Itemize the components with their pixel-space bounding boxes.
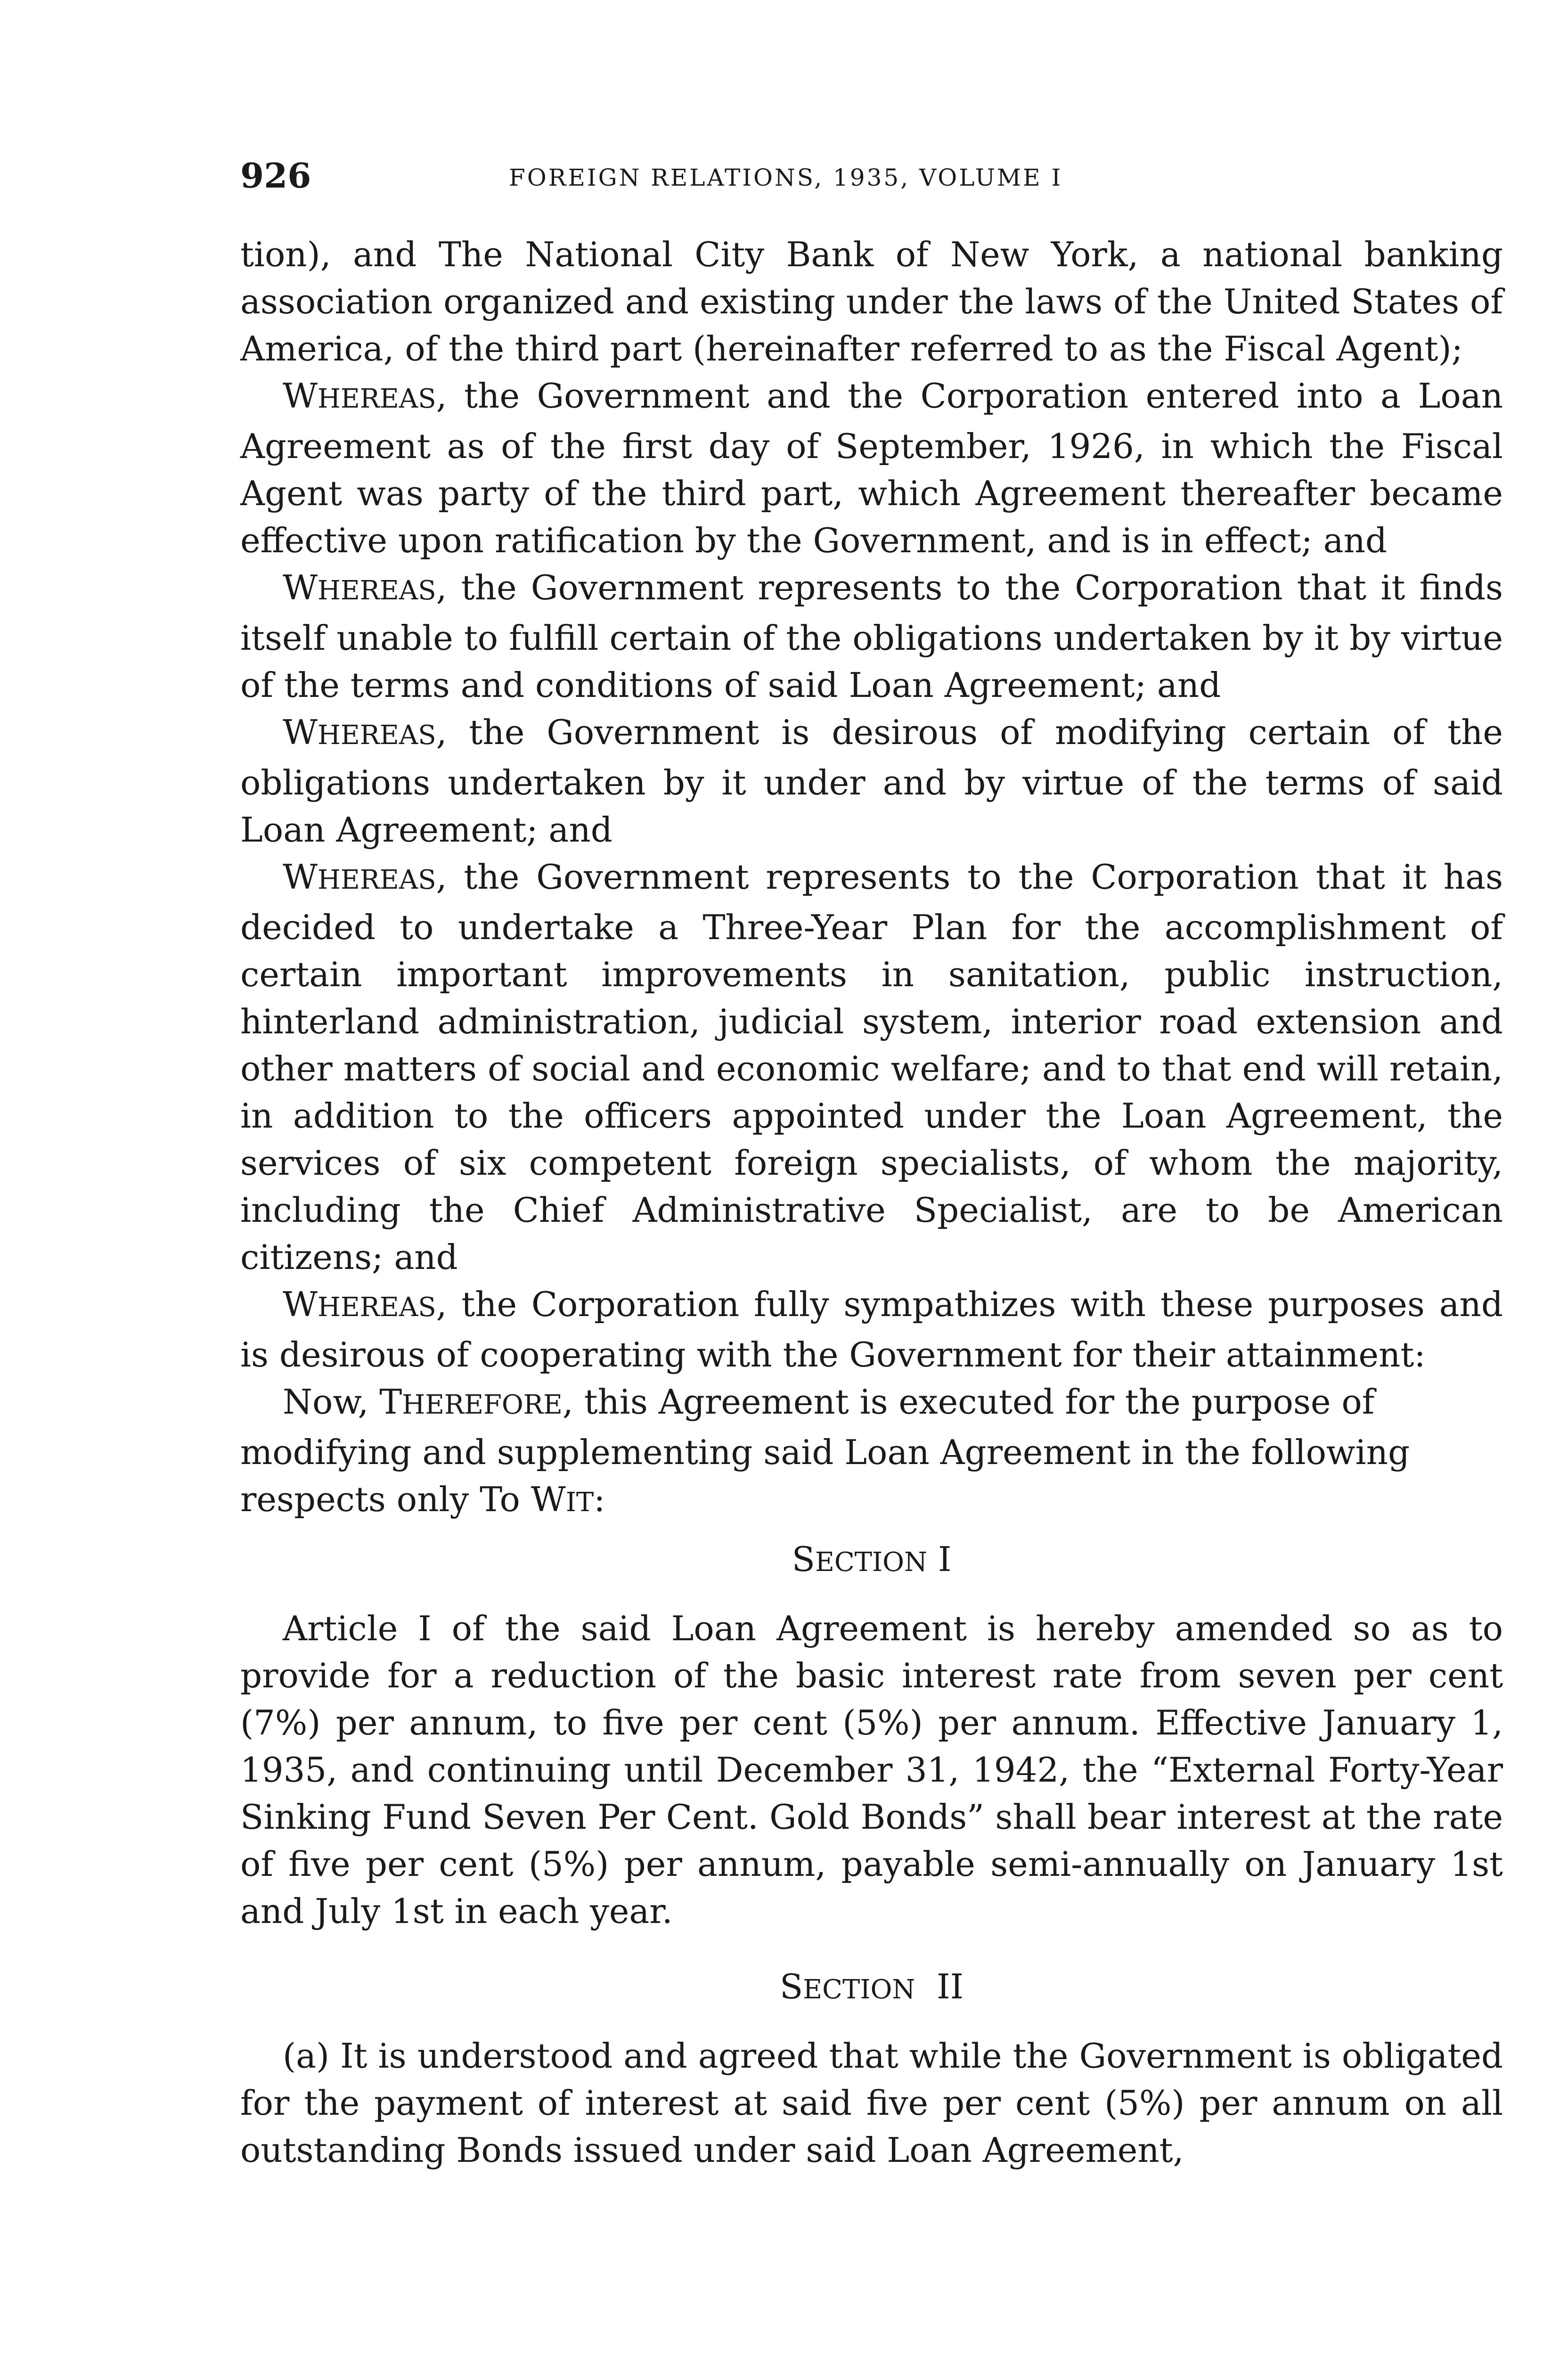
paragraph-text: , the Government represents to the Corporation that it has decided to undertake a Three-Year Plan for the accomplishment of certain important improvements in sanitation, public instruction, hinterland administration, judicial system, interior road extension and other matters of social and economic welfare; and to that end will retain, in addition to the officers appointed under the Loan Agreement, the services of six competent foreign specialists, of whom the majority, including the Chief Administrative Specialist, are to be American citizens; and xyxy=(240,857,1503,1277)
page-number: 926 xyxy=(240,155,311,196)
paragraph-text: tion), and The National City Bank of New York, a national banking association organized and existing under the laws of the United States of America, of the third part (hereinafter referred to as the Fiscal Agent); xyxy=(240,235,1503,368)
smallcaps-rest: HEREAS xyxy=(318,1292,436,1323)
document-page xyxy=(240,155,1503,2174)
smallcaps-rest: ECTION xyxy=(803,1974,915,2005)
smallcaps-rest: IT xyxy=(565,1487,594,1518)
smallcaps-initial: S xyxy=(779,1967,803,2006)
smallcaps-initial: W xyxy=(283,857,318,897)
smallcaps-initial: W xyxy=(283,712,318,752)
paragraph-text: , the Government is desirous of modifying certain of the obligations undertaken by it under and by virtue of the terms of said Loan Agreement; and xyxy=(240,712,1503,850)
paragraph-text: (a) It is understood and agreed that while the Government is obligated for the payment of interest at said five per cent (5%) per annum on all outstanding Bonds issued under said Loan Agreement, xyxy=(240,2036,1503,2170)
paragraph-text: , the Government represents to the Corporation that it finds itself unable to fulfill certain of the obligations undertaken by it by virtue of the terms and conditions of said Loan Agreement; and xyxy=(240,568,1503,705)
smallcaps-initial: S xyxy=(792,1539,815,1579)
paragraph-text: , the Corporation fully sympathizes with these purposes and is desirous of cooperating with the Government for their attainment: xyxy=(240,1284,1503,1374)
paragraph-pre: Now, xyxy=(283,1382,380,1422)
smallcaps-initial: W xyxy=(283,1284,318,1324)
section-2-heading xyxy=(240,1963,1503,2013)
page-header xyxy=(240,155,1503,212)
paragraph-whereas-2 xyxy=(240,564,1503,709)
paragraph-text: Article I of the said Loan Agreement is hereby amended so as to provide for a reduction of the basic interest rate from seven per cent (7%) per annum, to five per cent (5%) per annum. Effective January 1, 1935, and continuing until December 31, 1942, the “External Forty-Year Sinking Fund Seven Per Cent. Gold Bonds” shall bear interest at the rate of five per cent (5%) per annum, payable semi-annually on January 1st and July 1st in each year. xyxy=(240,1609,1503,1931)
section-1-heading xyxy=(240,1536,1503,1586)
paragraph-whereas-5 xyxy=(240,1281,1503,1378)
paragraph-text: , the Government and the Corporation entered into a Loan Agreement as of the first day of September, 1926, in which the Fiscal Agent was party of the third part, which Agreement thereafter became effective upon ratification by the Government, and is in effect; and xyxy=(240,376,1503,560)
paragraph-whereas-1 xyxy=(240,372,1503,564)
smallcaps-rest: HEREAS xyxy=(318,384,436,414)
smallcaps-rest: HEREAS xyxy=(318,865,436,895)
paragraph-tail: : xyxy=(594,1480,605,1519)
smallcaps-rest: ECTION xyxy=(815,1547,928,1578)
smallcaps-initial: T xyxy=(379,1382,402,1422)
body-text xyxy=(240,231,1503,2174)
paragraph-whereas-4 xyxy=(240,853,1503,1281)
smallcaps-initial: W xyxy=(531,1480,566,1519)
paragraph-text: , this Agreement is executed for the purpose of modifying and supplementing said Loan Agreement in the following respects only To xyxy=(240,1382,1410,1519)
paragraph-whereas-3 xyxy=(240,709,1503,853)
smallcaps-initial: W xyxy=(283,568,318,607)
smallcaps-rest: HEREAS xyxy=(318,575,436,606)
section-number: II xyxy=(937,1967,964,2006)
paragraph-therefore xyxy=(240,1378,1503,1526)
section-number: I xyxy=(938,1539,952,1579)
smallcaps-rest: HEREAS xyxy=(318,720,436,751)
paragraph-continuation xyxy=(240,231,1503,372)
section-1-text xyxy=(240,1605,1503,1935)
section-2-text xyxy=(240,2032,1503,2174)
smallcaps-initial: W xyxy=(283,376,318,416)
running-head: FOREIGN RELATIONS, 1935, VOLUME I xyxy=(509,164,1063,191)
smallcaps-rest: HEREFORE xyxy=(402,1390,563,1420)
